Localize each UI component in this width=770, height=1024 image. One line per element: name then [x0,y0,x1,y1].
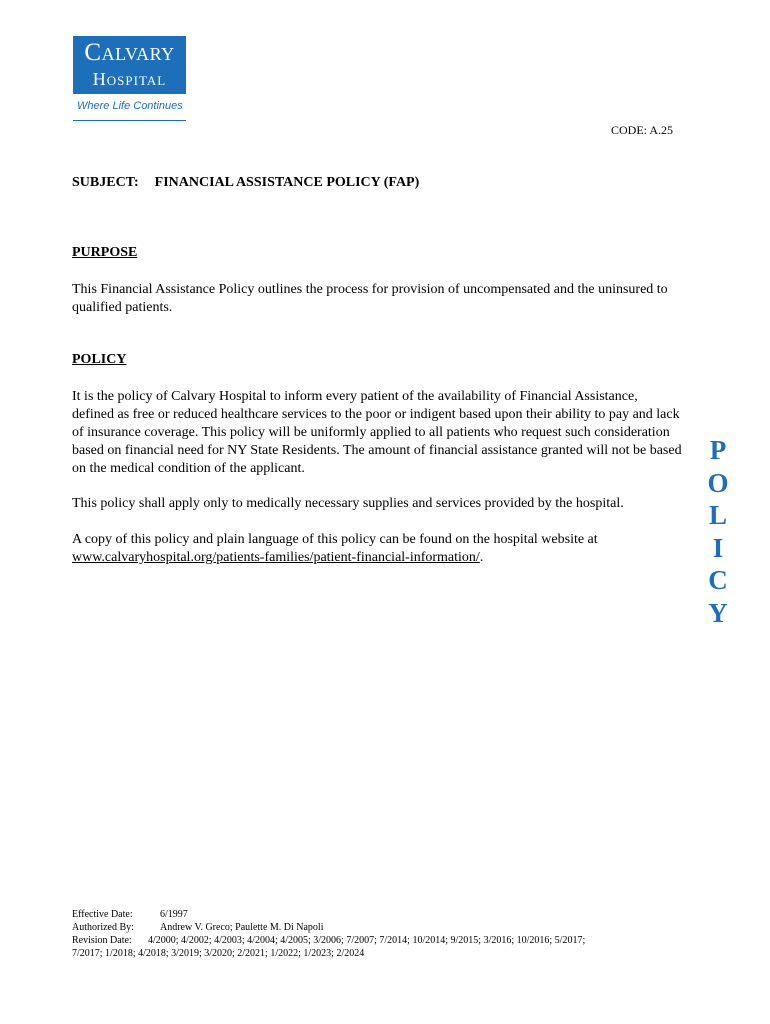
revision-date-row [72,934,585,947]
logo-tagline: Where Life Continues [77,100,183,112]
revision-date-value: 4/2000; 4/2002; 4/2003; 4/2004; 4/2005; 3/2006; 7/2007; 7/2014; 10/2014; 9/2015; 3/2016; 10/2016; 5/2017; [148,935,586,946]
side-letter: C [708,565,728,595]
purpose-heading: PURPOSE [72,245,138,260]
purpose-text: This Financial Assistance Policy outlines the process for provision of uncompensated and the uninsured to qualified patients. [72,282,668,315]
side-letter: P [709,435,727,465]
policy-paragraph-3-text: A copy of this policy and plain language of this policy can be found on the hospital website at [72,532,598,547]
subject-title: FINANCIAL ASSISTANCE POLICY (FAP) [154,175,420,190]
side-letter: L [708,500,727,530]
hospital-logo [73,36,186,94]
revision-date-continued: 7/2017; 1/2018; 4/2018; 3/2019; 3/2020; 2/2021; 1/2022; 1/2023; 2/2024 [72,948,365,959]
side-letter: O [707,467,729,498]
policy-paragraph-2: This policy shall apply only to medically necessary supplies and services provided by the hospital. [72,496,624,511]
policy-paragraph-3-tail: . [479,550,484,565]
effective-date-label: Effective Date: [72,909,133,920]
logo-line-1: Calvary [84,39,175,66]
policy-side-label [704,434,732,629]
effective-date-row [72,908,585,921]
side-letter: I [712,532,724,563]
subject-label: SUBJECT: [72,175,139,190]
logo-divider [73,120,186,121]
financial-information-link[interactable]: www.calvaryhospital.org/patients-families/patient-financial-information/ [72,550,480,565]
subject-line [72,175,419,191]
effective-date-value: 6/1997 [160,909,188,920]
revision-date-label: Revision Date: [72,935,132,946]
side-letter: Y [708,597,728,628]
policy-heading: POLICY [72,352,127,367]
document-footer [72,908,585,960]
policy-paragraph-1: It is the policy of Calvary Hospital to inform every patient of the availability of Financial Assistance, defined as free or reduced healthcare services to the poor or indigent based upon their ability to pay and lack of insurance coverage. This policy will be uniformly applied to all patients who request such consideration based on financial need for NY State Residents. The amount of financial assistance granted will not be based on the medical condition of the applicant. [72,389,682,476]
document-code: CODE: A.25 [611,123,674,137]
logo-line-2: Hospital [92,69,167,89]
policy-paragraph-3 [72,531,682,567]
authorized-by-row [72,921,585,934]
authorized-by-value: Andrew V. Greco; Paulette M. Di Napoli [160,922,324,933]
authorized-by-label: Authorized By: [72,922,134,933]
